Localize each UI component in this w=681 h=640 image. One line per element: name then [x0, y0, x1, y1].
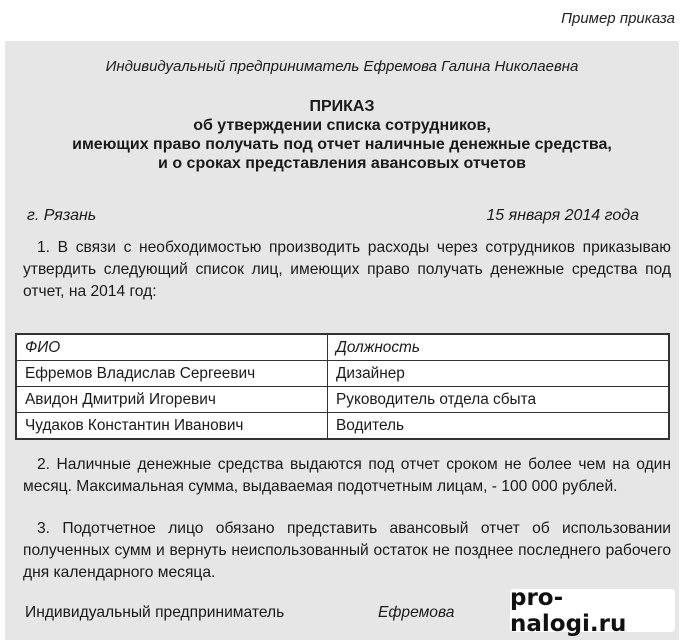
order-date: 15 января 2014 года [486, 207, 639, 224]
paragraph-2-text: 2. Наличные денежные средства выдаются под отчет сроком не более чем на один месяц. Максимальная сумма, выдаваемая подотчетным лицам, - 100 000 рублей. [23, 456, 671, 495]
order-title-line: об утверждении списка сотрудников, [193, 117, 491, 134]
paragraph-1 [23, 237, 671, 303]
order-document [5, 41, 679, 640]
employee-name-cell: Ефремов Владислав Сергеевич [17, 361, 328, 387]
employee-name-cell: Чудаков Константин Иванович [17, 413, 328, 439]
paragraph-2 [23, 454, 671, 498]
site-watermark: pro-nalogi.ru [510, 589, 675, 632]
order-title-line: и о сроках представления авансовых отчетов [158, 155, 526, 172]
order-title-line: имеющих право получать под отчет наличные денежные средства, [72, 136, 612, 153]
column-header-name: ФИО [17, 335, 328, 361]
paragraph-1-text: 1. В связи с необходимостью производить расходы через сотрудников приказываю утвердить следующий список лиц, имеющих право получать денежные средства под отчет, на 2014 год: [23, 239, 671, 300]
column-header-position: Должность [328, 335, 669, 361]
signature-name: Ефремова [378, 604, 455, 621]
employee-name-cell: Авидон Дмитрий Игоревич [17, 387, 328, 413]
entrepreneur-name: Индивидуальный предприниматель Ефремова Галина Николаевна [105, 58, 579, 75]
table-header-row [17, 335, 669, 361]
employee-position-cell: Руководитель отдела сбыта [328, 387, 669, 413]
document-caption: Пример приказа [561, 10, 675, 27]
employee-position-cell: Дизайнер [328, 361, 669, 387]
signature-role: Индивидуальный предприниматель [25, 604, 285, 621]
employee-position-cell: Водитель [328, 413, 669, 439]
table-row [17, 361, 669, 387]
order-title-line: ПРИКАЗ [309, 98, 375, 115]
order-title [5, 97, 679, 173]
order-place: г. Рязань [27, 207, 97, 224]
table-row [17, 387, 669, 413]
employees-table [15, 333, 670, 440]
paragraph-3 [23, 518, 671, 584]
paragraph-3-text: 3. Подотчетное лицо обязано представить авансовый отчет об использовании полученных сумм и вернуть неиспользованный остаток не позднее последнего рабочего дня календарного месяца. [23, 520, 671, 581]
table-row [17, 413, 669, 439]
